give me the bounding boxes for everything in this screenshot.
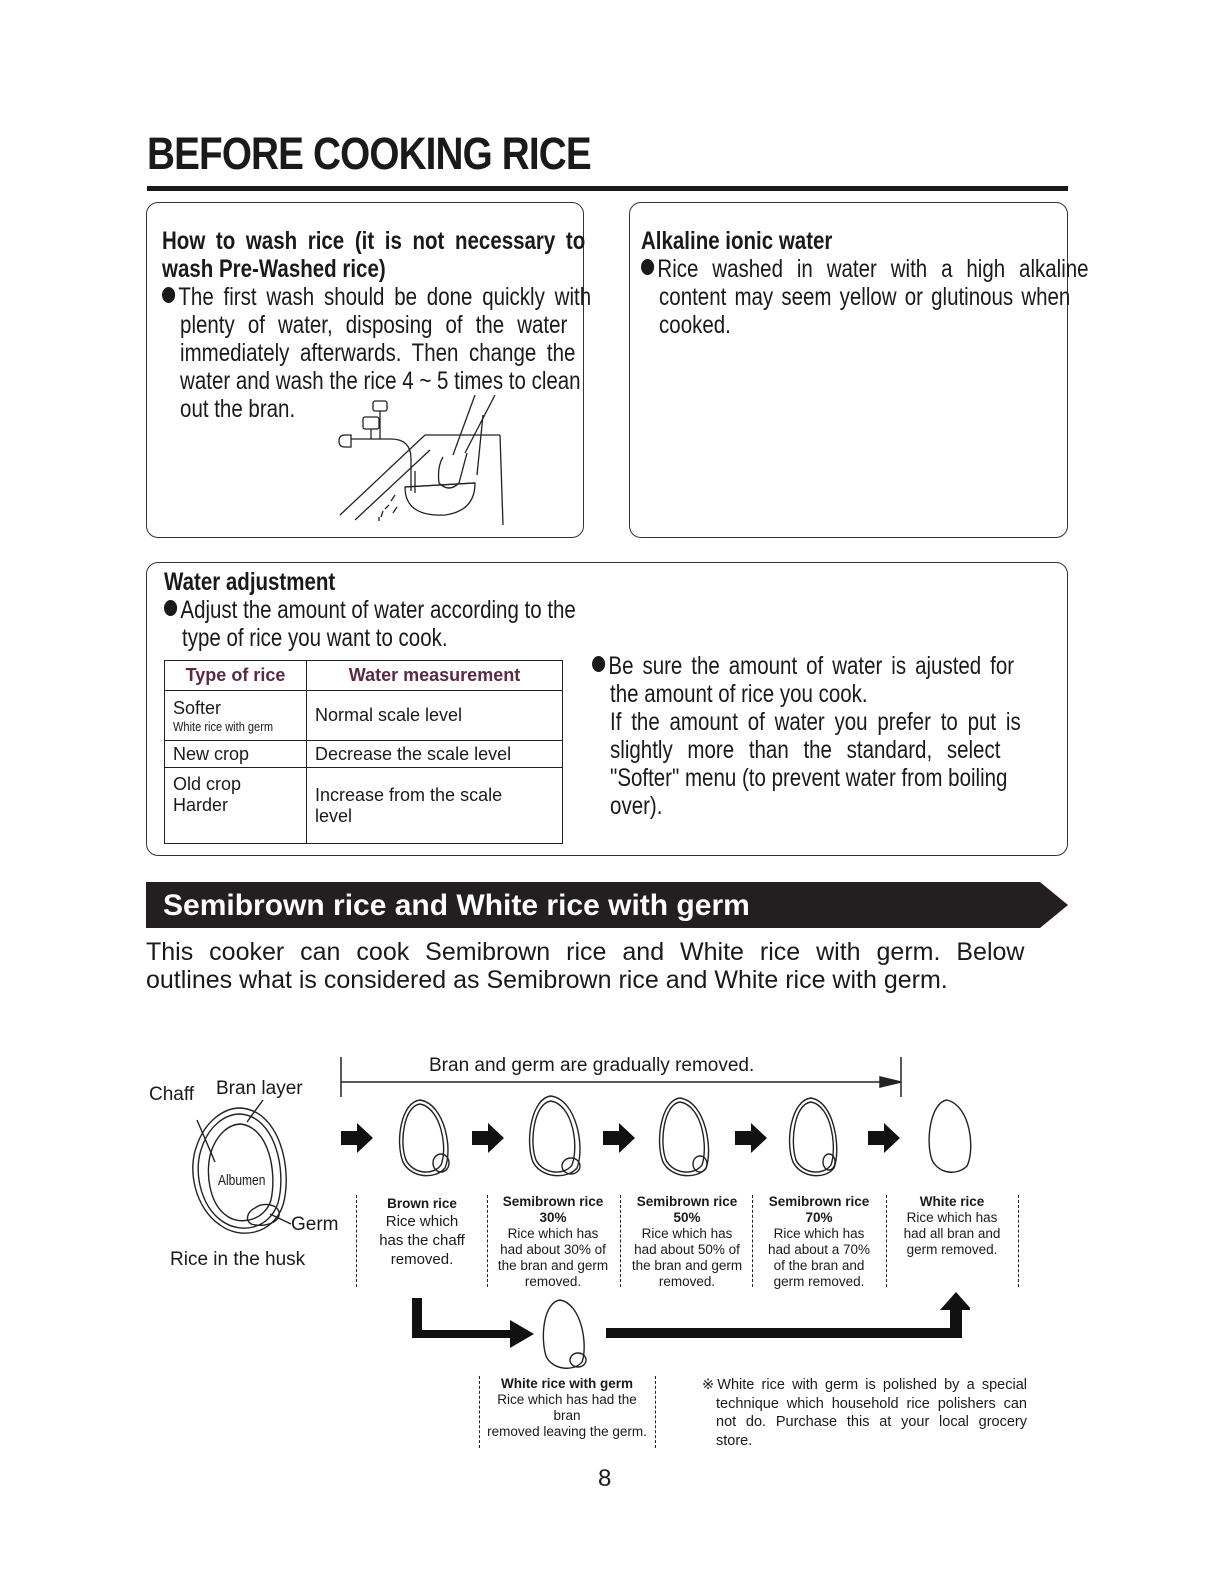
stage-arrow-icon xyxy=(603,1123,635,1153)
dashed-divider xyxy=(752,1195,753,1287)
stage-desc: Rice which has xyxy=(641,1226,733,1241)
dashed-divider xyxy=(1018,1195,1019,1287)
alkaline-line: content may seem yellow or glutinous when xyxy=(659,283,1071,311)
water-adjustment-section xyxy=(164,568,576,652)
stage-pct: 50% xyxy=(673,1210,701,1225)
side-line: If the amount of water you prefer to put is xyxy=(610,708,1021,736)
page-number: 8 xyxy=(598,1465,612,1492)
wash-line: water and wash the rice 4 ~ 5 times to clean xyxy=(180,367,581,395)
alkaline-heading: Alkaline ionic water xyxy=(641,227,833,255)
path-arrow-icon xyxy=(412,1298,534,1348)
title-rule xyxy=(147,186,1068,191)
wash-line: The first wash should be done quickly with xyxy=(178,283,592,311)
path-arrow-icon xyxy=(606,1292,970,1338)
stage-name: Brown rice xyxy=(387,1196,457,1211)
side-line: slightly more than the standard, select xyxy=(610,736,1001,764)
stage-desc: Rice which xyxy=(385,1213,459,1230)
side-line: the amount of rice you cook. xyxy=(610,680,868,708)
table-row xyxy=(165,741,563,768)
page-title: BEFORE COOKING RICE xyxy=(147,128,591,179)
stage-arrow-icon xyxy=(735,1123,767,1153)
section-intro-line2: outlines what is considered as Semibrown rice and White rice with germ. xyxy=(146,966,948,994)
stage-desc: the bran and germ xyxy=(497,1258,609,1273)
stage-desc: the bran and germ xyxy=(631,1258,743,1273)
note-line: ※White rice with germ is polished by a special xyxy=(702,1377,1027,1393)
water-adjustment-heading: Water adjustment xyxy=(164,568,336,596)
section-intro-line1: This cooker can cook Semibrown rice and White rice with germ. Below xyxy=(146,938,1025,966)
table-header: Water measurement xyxy=(307,661,563,691)
stage-arrow-icon xyxy=(341,1123,373,1153)
germ-rice-desc: Rice which has had the bran xyxy=(497,1392,637,1423)
stage-desc: removed. xyxy=(390,1251,454,1268)
wash-line: immediately afterwards. Then change the xyxy=(180,339,576,367)
dashed-divider xyxy=(620,1195,621,1287)
table-cell xyxy=(307,768,563,844)
germ-rice-label xyxy=(482,1376,652,1440)
stage-desc: of the bran and xyxy=(773,1258,865,1273)
washing-rice-illustration xyxy=(335,395,515,527)
stage-semibrown-30 xyxy=(490,1194,616,1290)
side-line: Be sure the amount of water is ajusted for xyxy=(608,652,1015,680)
bullet-icon xyxy=(162,287,175,303)
rice-stages-row xyxy=(335,1090,985,1180)
dashed-divider xyxy=(487,1195,488,1287)
germ-rice-note xyxy=(702,1376,1027,1450)
table-cell: Decrease the scale level xyxy=(307,741,563,768)
diagram-arrow-label: Bran and germ are gradually removed. xyxy=(429,1055,755,1076)
dashed-divider xyxy=(655,1376,656,1448)
wash-heading-line1: How to wash rice (it is not necessary to xyxy=(162,227,586,255)
albumen-label: Albumen xyxy=(218,1172,266,1189)
water-side-note xyxy=(592,652,1021,820)
table-cell: New crop xyxy=(165,741,307,768)
table-row xyxy=(165,768,563,844)
stage-desc: had about 30% of xyxy=(500,1242,606,1257)
stage-arrow-icon xyxy=(868,1123,900,1153)
dashed-divider xyxy=(356,1195,357,1287)
germ-rice-desc: removed leaving the germ. xyxy=(487,1424,647,1439)
table-header: Type of rice xyxy=(165,661,307,691)
section-title: Semibrown rice and White rice with germ xyxy=(163,889,750,922)
wash-line: out the bran. xyxy=(180,395,296,423)
measure-line: level xyxy=(315,805,353,826)
rice-type-note: White rice with germ xyxy=(173,718,274,734)
wash-line: plenty of water, disposing of the water xyxy=(180,311,568,339)
bullet-icon xyxy=(164,600,177,616)
stage-pct: 70% xyxy=(805,1210,833,1225)
table-cell xyxy=(165,691,307,741)
stage-semibrown-70 xyxy=(756,1194,882,1290)
rice-type: Old crop xyxy=(173,774,242,794)
stage-desc: germ removed. xyxy=(906,1242,998,1257)
side-line: "Softer" menu (to prevent water from boiling xyxy=(610,764,1008,792)
side-line: over). xyxy=(610,792,663,820)
stage-name: Semibrown rice xyxy=(636,1194,738,1209)
stage-name: Semibrown rice xyxy=(502,1194,604,1209)
stage-pct: 30% xyxy=(539,1210,567,1225)
bran-layer-label: Bran layer xyxy=(216,1078,303,1099)
stage-desc: had all bran and xyxy=(903,1226,1001,1241)
stage-desc: removed. xyxy=(524,1274,582,1289)
stage-desc: had about a 70% xyxy=(767,1242,871,1257)
alkaline-line: Rice washed in water with a high alkaline xyxy=(657,255,1089,283)
stage-arrow-icon xyxy=(472,1123,504,1153)
stage-desc: Rice which has xyxy=(906,1210,998,1225)
chaff-label: Chaff xyxy=(149,1084,195,1105)
stage-desc: Rice which has xyxy=(773,1226,865,1241)
wash-heading-line2: wash Pre-Washed rice) xyxy=(162,255,386,283)
dashed-divider xyxy=(479,1376,480,1448)
bullet-icon xyxy=(641,259,654,275)
rice-type: Softer xyxy=(173,697,222,718)
husk-caption: Rice in the husk xyxy=(170,1249,306,1270)
stage-name: Semibrown rice xyxy=(768,1194,870,1209)
stage-desc: removed. xyxy=(658,1274,716,1289)
water-line: Adjust the amount of water according to the xyxy=(180,596,576,624)
table-row xyxy=(165,691,563,741)
note-line: store. xyxy=(716,1432,753,1449)
stage-desc: Rice which has xyxy=(507,1226,599,1241)
note-line: not do. Purchase this at your local grocery xyxy=(716,1414,1027,1430)
stage-semibrown-50 xyxy=(624,1194,750,1290)
table-cell xyxy=(165,768,307,844)
stage-name: White rice xyxy=(919,1194,985,1209)
dashed-divider xyxy=(886,1195,887,1287)
bullet-icon xyxy=(592,656,605,672)
rice-type: Harder xyxy=(173,795,229,815)
stage-desc: germ removed. xyxy=(773,1274,865,1289)
measure-line: Increase from the scale xyxy=(315,784,503,805)
stage-desc: had about 50% of xyxy=(634,1242,740,1257)
alkaline-line: cooked. xyxy=(659,311,731,339)
stage-white xyxy=(889,1194,1015,1258)
germ-label: Germ xyxy=(291,1214,339,1235)
wash-section xyxy=(162,227,591,423)
water-table xyxy=(164,660,563,844)
alkaline-section xyxy=(641,227,1089,339)
germ-rice-name: White rice with germ xyxy=(500,1376,634,1391)
water-line: type of rice you want to cook. xyxy=(182,624,448,652)
stage-desc: has the chaff xyxy=(379,1232,465,1249)
note-line: technique which household rice polishers can xyxy=(716,1395,1027,1412)
germ-rice-path xyxy=(410,1290,970,1370)
table-cell: Normal scale level xyxy=(307,691,563,741)
stage-brown xyxy=(360,1196,484,1269)
